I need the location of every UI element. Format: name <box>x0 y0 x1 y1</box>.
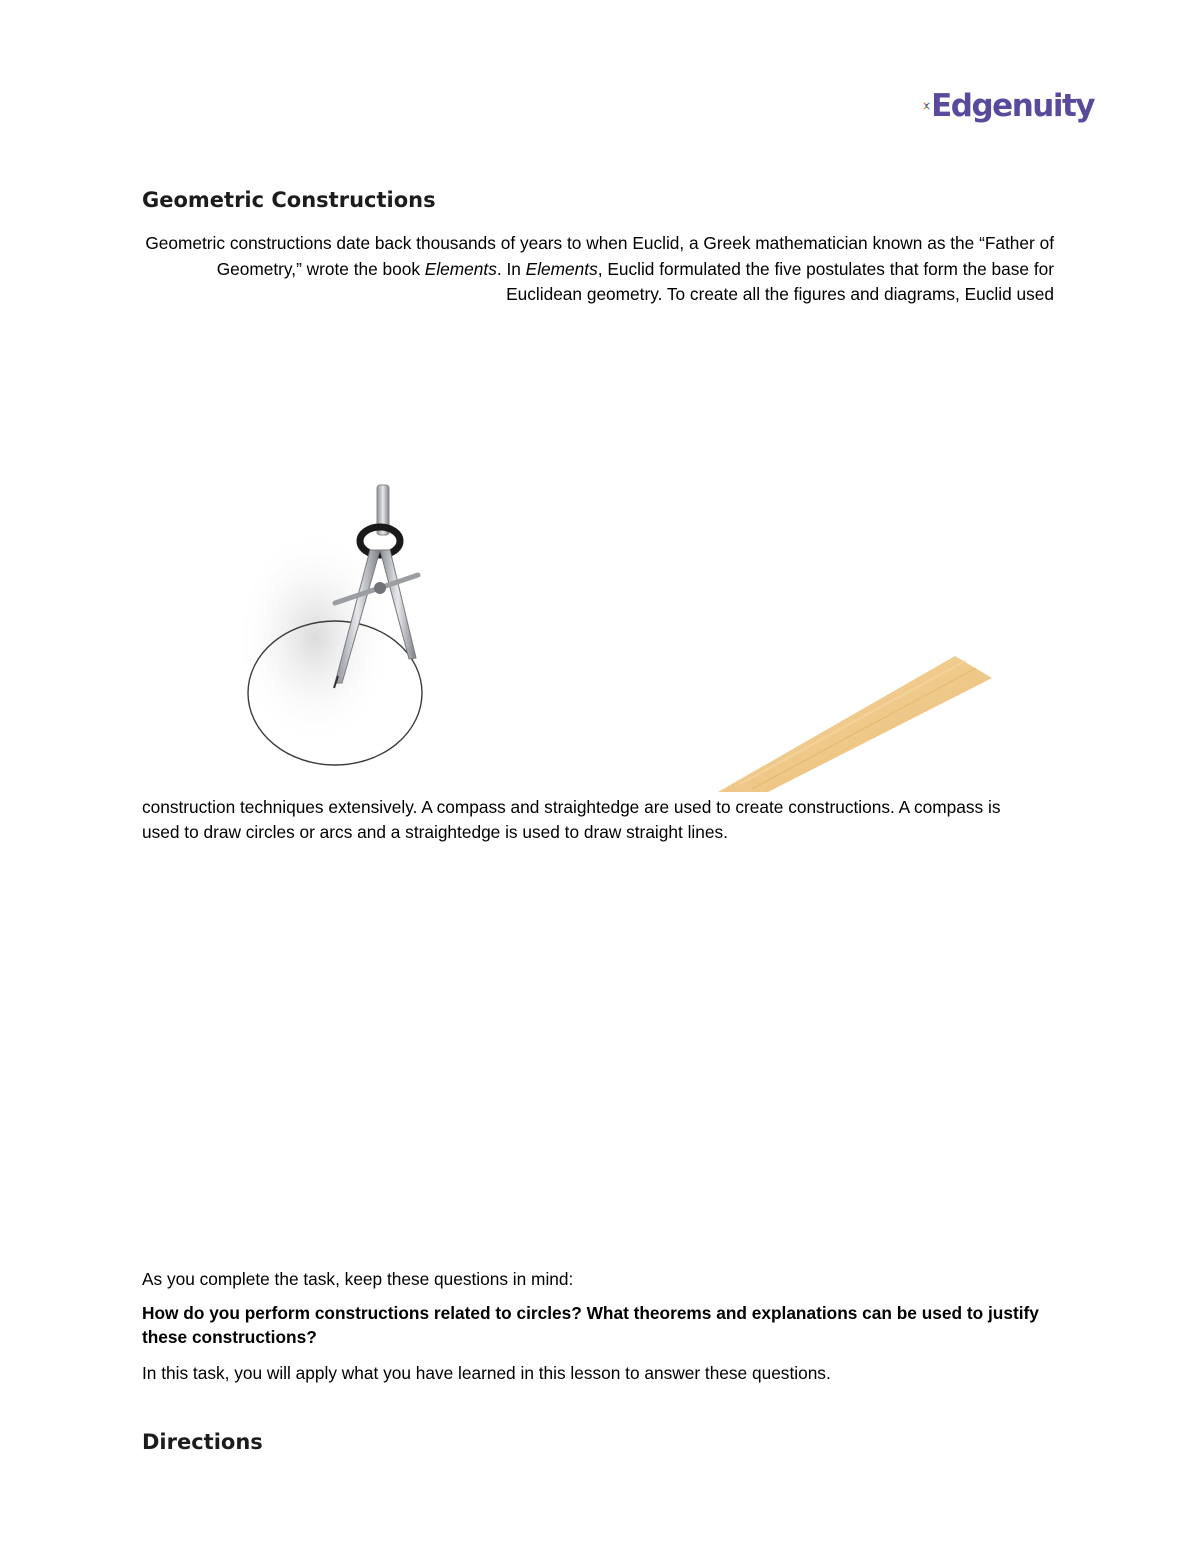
intro-text-2: . In <box>496 258 526 279</box>
prompt-lead-text: As you complete the task, keep these questions in mind: <box>142 1269 574 1289</box>
edgenuity-logo <box>922 84 1094 128</box>
key-questions-text: How do you perform constructions related to circles? What theorems and explanations can be used to justify these constructions? <box>142 1303 1039 1347</box>
intro-paragraph <box>142 231 1054 308</box>
task-note-text: In this task, you will apply what you have learned in this lesson to answer these questions. <box>142 1363 831 1383</box>
book-title: Elements <box>424 258 497 279</box>
compass-straightedge-illustration <box>220 478 1020 792</box>
intro-text-1: Geometric constructions date back thousands of years to when Euclid, a Greek mathematician known as the “Father of Geometry,” wrote the book <box>145 233 1054 279</box>
wooden-straightedge-icon <box>718 656 992 792</box>
book-title: Elements <box>525 258 598 279</box>
edgenuity-wordmark: Edgenuity <box>931 87 1094 124</box>
page-title: Geometric Constructions <box>142 188 436 212</box>
directions-heading: Directions <box>142 1430 263 1454</box>
compass-drawing-circle-icon <box>235 485 422 765</box>
continued-paragraph: construction techniques extensively. A compass and straightedge are used to create constructions. A compass is used to draw circles or arcs and a straightedge is used to draw straight lines. <box>142 797 1001 842</box>
intro-text-3: , Euclid formulated the five postulates that form the base for Euclidean geometry. To create all the figures and diagrams, Euclid used <box>506 258 1054 304</box>
edgenuity-logo-mark-icon <box>922 86 931 126</box>
